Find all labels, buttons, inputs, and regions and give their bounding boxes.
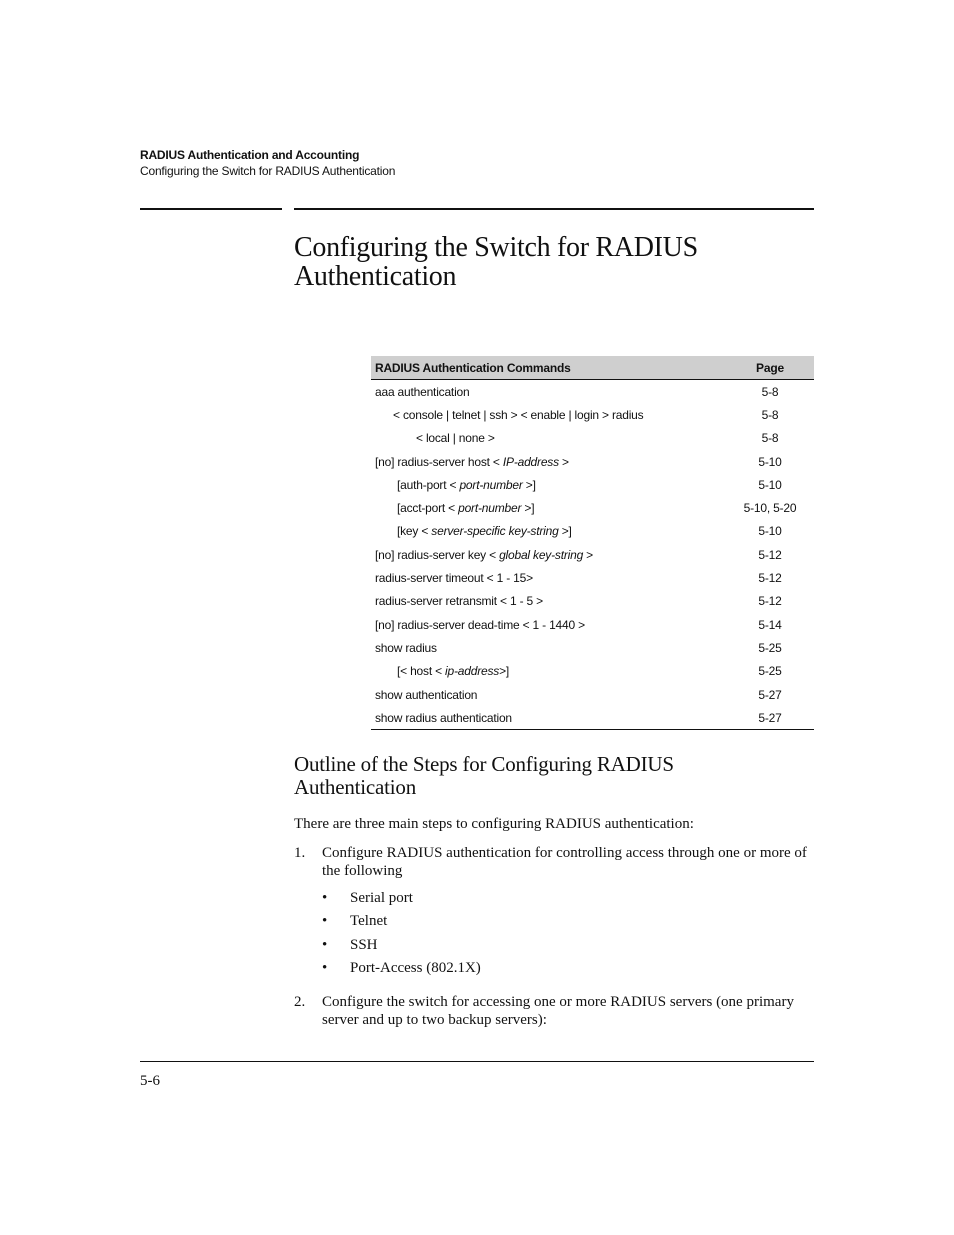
page-cell: 5-8 (761, 384, 779, 399)
page-cell: 5-12 (758, 547, 782, 562)
running-header-chapter: RADIUS Authentication and Accounting (140, 148, 360, 162)
page-cell: 5-27 (726, 706, 814, 730)
table-row (371, 380, 814, 404)
table-row (371, 613, 814, 636)
footer-rule (140, 1061, 814, 1062)
table-row (371, 683, 814, 706)
table-row (371, 403, 814, 426)
list-item: • Telnet (322, 913, 388, 929)
step-2 (294, 993, 814, 1030)
page-cell: 5-10 (758, 524, 782, 539)
table-row (371, 706, 814, 730)
column-header-commands: RADIUS Authentication Commands (371, 356, 726, 380)
page-cell: 5-10 (758, 477, 782, 492)
table-row (371, 660, 814, 683)
section-heading-line-2: Authentication (294, 775, 417, 799)
bullet-icon: • (322, 960, 328, 976)
command-cell: [< host < ip-address>] (397, 664, 510, 679)
list-item: • SSH (322, 936, 378, 953)
command-cell: [key < server-specific key-string >] (397, 524, 572, 539)
bullet-icon: • (322, 913, 328, 929)
section-body (294, 815, 814, 1038)
bullet-icon: • (322, 936, 328, 953)
page-cell: 5-14 (758, 617, 782, 632)
column-header-page: Page (726, 356, 814, 380)
table-row (371, 590, 814, 613)
page-number: 5-6 (140, 1073, 160, 1089)
command-cell: show authentication (375, 687, 478, 702)
page-cell: 5-10 (758, 454, 782, 469)
running-header-section: Configuring the Switch for RADIUS Authentication (140, 164, 396, 178)
command-cell: show radius (375, 640, 437, 655)
step-text: Configure the switch for accessing one or more RADIUS servers (one primary server and up to two backup servers): (322, 993, 794, 1028)
table-row (371, 473, 814, 496)
command-cell: < local | none > (416, 431, 495, 446)
command-cell: [no] radius-server dead-time < 1 - 1440 > (375, 617, 585, 632)
page-cell: 5-12 (758, 571, 782, 586)
access-method-list (294, 889, 814, 983)
intro-paragraph: There are three main steps to configuring RADIUS authentication: (294, 816, 694, 832)
list-item: • Port-Access (802.1X) (322, 960, 481, 976)
running-header (140, 147, 395, 179)
command-cell: aaa authentication (375, 384, 470, 399)
step-1 (294, 844, 814, 881)
command-cell: show radius authentication (371, 706, 726, 730)
header-rule-right (294, 208, 814, 210)
table-row (371, 636, 814, 659)
bullet-icon: • (322, 889, 328, 906)
command-cell: [no] radius-server host < IP-address > (375, 454, 569, 469)
page-cell: 5-8 (761, 407, 779, 422)
command-cell: [acct-port < port-number >] (397, 501, 535, 516)
table-row (371, 427, 814, 450)
page-cell: 5-25 (758, 664, 782, 679)
section-heading-line-1: Outline of the Steps for Configuring RADIUS (294, 752, 674, 776)
command-cell: radius-server timeout < 1 - 15> (375, 571, 533, 586)
page-cell: 5-27 (758, 687, 782, 702)
table-row (371, 566, 814, 589)
command-cell: [auth-port < port-number >] (397, 477, 536, 492)
command-cell: radius-server retransmit < 1 - 5 > (375, 594, 543, 609)
page-cell: 5-8 (761, 431, 779, 446)
page-title-line-2: Authentication (294, 261, 457, 292)
table-row (371, 450, 814, 473)
table-row (371, 496, 814, 519)
page-cell: 5-25 (758, 640, 782, 655)
page-cell: 5-12 (758, 594, 782, 609)
page-cell: 5-10, 5-20 (743, 501, 797, 516)
header-rule-left (140, 208, 282, 210)
table-header-row (371, 356, 814, 380)
step-number: 1. (294, 844, 306, 861)
list-item: • Serial port (322, 889, 413, 906)
section-heading (294, 753, 814, 799)
command-cell: [no] radius-server key < global key-string > (375, 547, 593, 562)
radius-commands-table (371, 356, 814, 730)
step-number: 2. (294, 993, 306, 1010)
step-text: Configure RADIUS authentication for controlling access through one or more of the following (322, 844, 807, 879)
page-title-line-1: Configuring the Switch for RADIUS (294, 232, 698, 263)
table-row (371, 543, 814, 566)
page-title (294, 233, 814, 291)
command-cell: < console | telnet | ssh > < enable | login > radius (393, 407, 644, 422)
table-row (371, 520, 814, 543)
